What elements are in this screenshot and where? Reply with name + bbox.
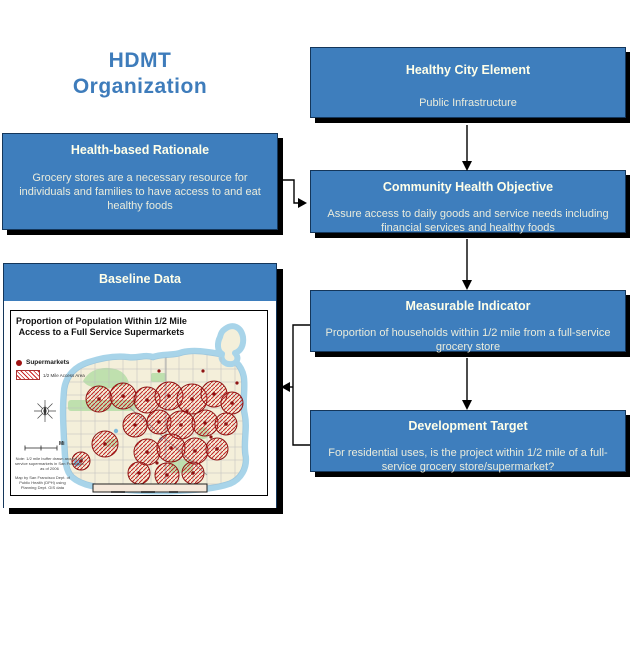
baseline-data-body [4,301,276,508]
box-baseline-data [3,263,277,508]
page-title [38,48,242,100]
box-health-based-rationale [2,133,278,230]
buffer-hatch-swatch-icon [16,370,40,380]
map-note-block2 [15,475,70,490]
map-note-line: as of 2006 [40,466,59,471]
supermarket-access-map [10,310,268,496]
map-note-line: Map by San Francisco Dept. of [15,475,70,480]
box-baseline-data-title: Baseline Data [99,272,181,286]
map-title-line1: Proportion of Population Within 1/2 Mile [16,316,187,326]
lake [114,429,118,433]
box-healthy-city-element [310,47,626,118]
map-title-line2: Access to a Full Service Supermarkets [18,327,185,337]
island [218,326,243,364]
map-note-line: Public Health (DPH) using [19,480,66,485]
compass-rose-icon [34,400,56,422]
box-development-target-title: Development Target [408,419,528,433]
box-measurable-indicator-body: Proportion of households within 1/2 mile from a full-service grocery store [325,327,611,353]
legend-buffer [16,370,85,380]
box-community-health-objective [310,170,626,233]
legend-supermarkets [16,359,85,366]
legend-supermarkets-label: Supermarkets [26,359,70,366]
page-title-line2: Organization [72,75,208,98]
page-title-line1: HDMT [108,49,172,72]
arrow-rationale-to-objective [279,180,299,203]
map-note-line: Note: 1/2 mile buffer drawn around full [15,456,84,461]
box-health-based-rationale-title: Health-based Rationale [70,143,210,157]
bracket-indicator-target [293,325,310,445]
box-community-health-objective-body: Assure access to daily goods and service needs including financial services and healthy foods [327,208,609,234]
map-note-line: service supermarkets in San Francisco [15,461,84,466]
map-note-line: Planning Dept. GIS data [20,485,65,490]
park [151,373,166,382]
box-development-target-body: For residential uses, is the project within 1/2 mile of a full-service grocery store/supermarket? [328,447,608,473]
map-legend [16,359,85,384]
box-health-based-rationale-body: Grocery stores are a necessary resource for individuals and families to have access to and eat healthy foods [19,172,261,212]
scale-bar [25,446,57,451]
box-healthy-city-element-body: Public Infrastructure [419,97,517,109]
legend-buffer-label: 1/2 Mile Access Area [43,372,85,378]
box-measurable-indicator [310,290,626,352]
box-measurable-indicator-title: Measurable Indicator [405,299,531,313]
map-scale-label: Mi [59,441,65,447]
map-note-block1 [15,456,84,471]
box-healthy-city-element-title: Healthy City Element [405,63,531,77]
box-development-target [310,410,626,472]
map-title [16,316,187,338]
county-boundary-bar [93,484,207,492]
supermarket-dot-icon [16,360,22,366]
box-community-health-objective-title: Community Health Objective [382,180,554,194]
